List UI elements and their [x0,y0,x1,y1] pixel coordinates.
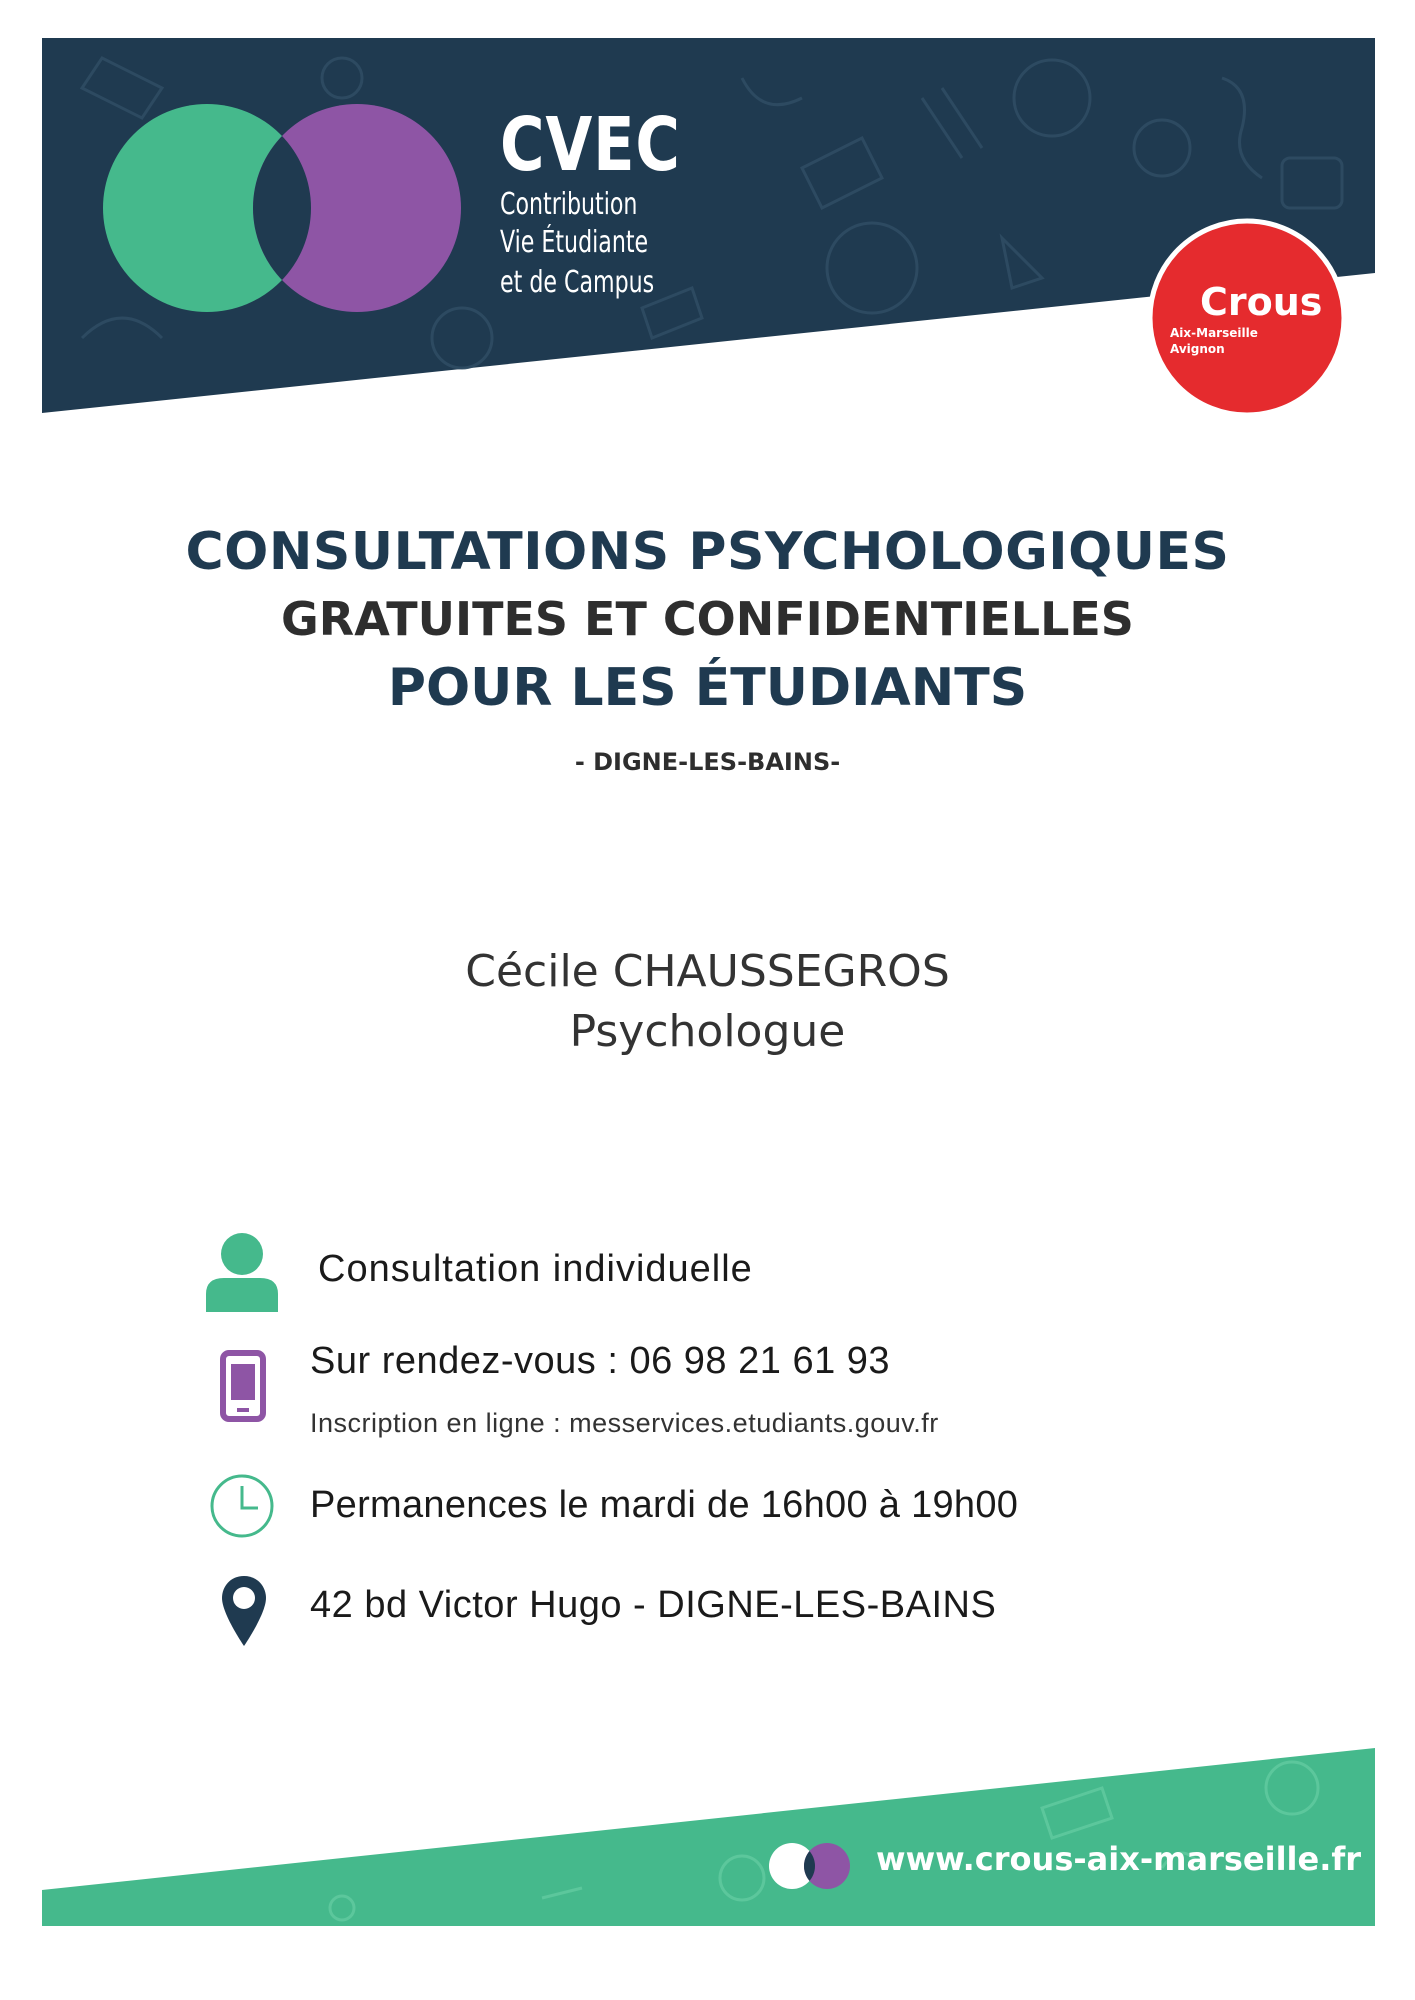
address: 42 bd Victor Hugo - DIGNE-LES-BAINS [310,1584,997,1626]
appointment-phone: Sur rendez-vous : 06 98 21 61 93 [310,1340,891,1382]
crous-sub-line-1: Aix-Marseille [1170,326,1258,340]
crous-logo-text: Crous [1200,280,1323,324]
clock-icon [208,1472,276,1540]
person-icon [204,1232,280,1312]
consultation-type: Consultation individuelle [318,1248,753,1290]
title-line-3: POUR LES ÉTUDIANTS [387,658,1028,718]
header-background [42,38,1375,413]
cvec-subtitle-line-1: Contribution [500,187,638,222]
footer-background [42,1748,1375,1926]
footer-banner [42,1748,1375,1926]
location-pin-icon [220,1574,268,1648]
office-hours: Permanences le mardi de 16h00 à 19h00 [310,1484,1019,1526]
title-line-2: GRATUITES ET CONFIDENTIELLES [281,592,1134,646]
title-line-1: CONSULTATIONS PSYCHOLOGIQUES [185,522,1230,582]
location-subtitle: - DIGNE-LES-BAINS- [574,748,841,776]
psychologist-role: Psychologue [569,1006,846,1057]
online-registration: Inscription en ligne : messervices.etudiants.gouv.fr [310,1408,939,1438]
website-link[interactable]: www.crous-aix-marseille.fr [876,1840,1362,1878]
psychologist-name: Cécile CHAUSSEGROS [465,946,950,997]
cvec-acronym: CVEC [500,102,681,188]
cvec-subtitle-line-3: et de Campus [500,265,655,300]
crous-sub-line-2: Avignon [1170,342,1225,356]
header-banner [42,38,1375,413]
phone-icon [220,1350,266,1422]
cvec-subtitle-line-2: Vie Étudiante [500,225,649,260]
